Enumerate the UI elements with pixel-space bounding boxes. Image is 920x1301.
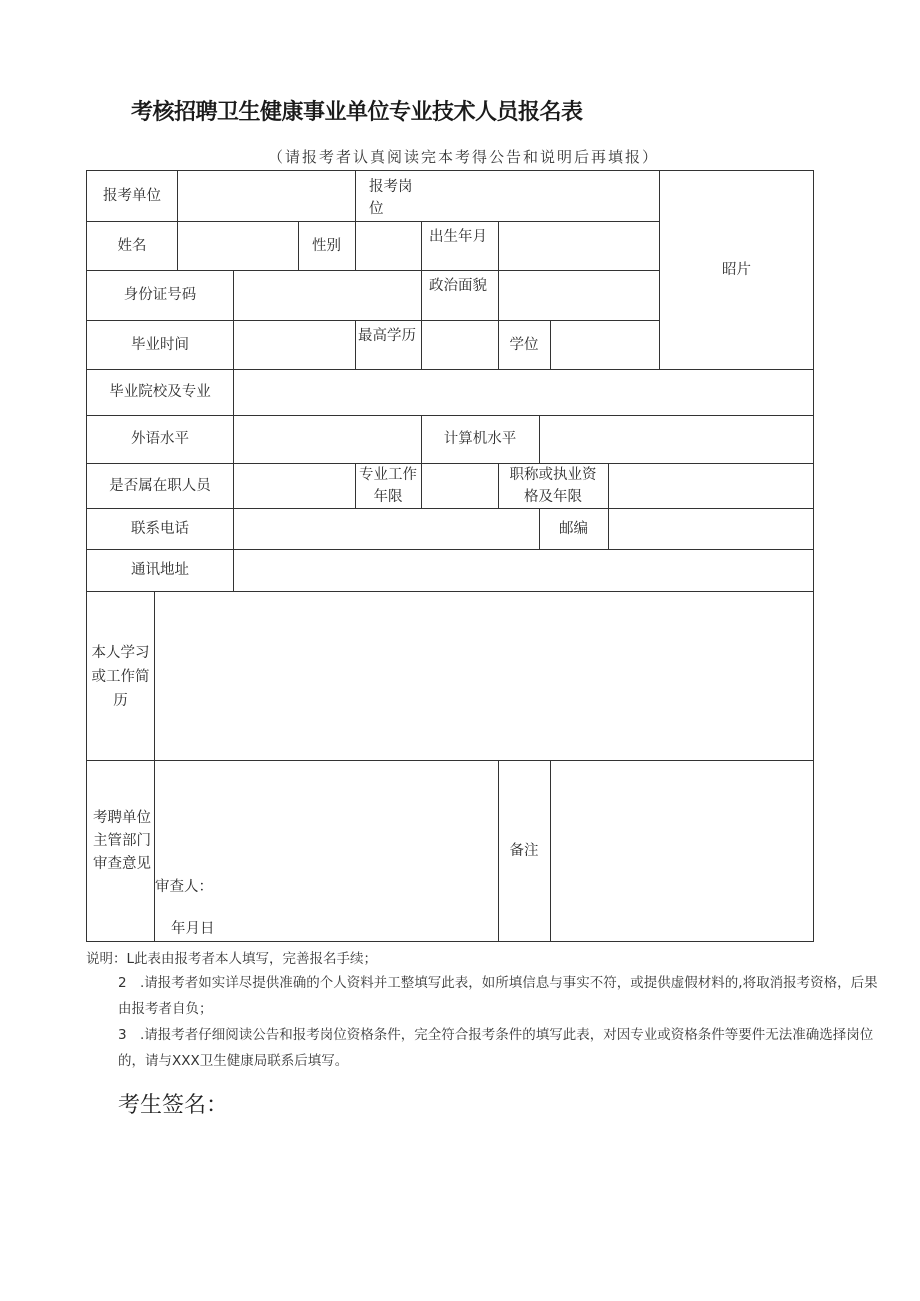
employed-label: 是否属在职人员 — [109, 477, 211, 494]
employed-input[interactable] — [234, 464, 354, 507]
note-text-2: .请报考者如实详尽提供准确的个人资料并工整填写此表，如所填信息与事实不符，或提供虚假材料的,将取消报考资格，后果由报考者自负； — [118, 975, 878, 1017]
language-label: 外语水平 — [131, 431, 189, 447]
name-input[interactable] — [178, 222, 297, 269]
form-title: 考核招聘卫生健康事业单位专业技术人员报名表 — [131, 100, 583, 125]
note-text-3: .请报考者仔细阅读公告和报考岗位资格条件，完全符合报考条件的填写此表，对因专业或资格条件等要件无法准确选择岗位的，请与XXX卫生健康局联系后填写。 — [118, 1027, 874, 1069]
school-label: 毕业院校及专业 — [109, 384, 211, 400]
note-item-1 — [86, 946, 377, 972]
reviewer-label: 审查人： — [155, 879, 213, 895]
note-number-3: 3 — [118, 1027, 127, 1043]
unit-label: 报考单位 — [103, 188, 161, 204]
post-input[interactable] — [422, 172, 658, 220]
phone-input[interactable] — [234, 509, 538, 548]
note-text-1: L此表由报考者本人填写，完善报名手续； — [126, 951, 378, 967]
work-years-label: 专业工作年限 — [359, 467, 417, 505]
address-input[interactable] — [234, 550, 812, 590]
birth-input[interactable] — [499, 222, 658, 269]
note-number-2: 2 — [118, 975, 127, 991]
school-input[interactable] — [234, 370, 812, 414]
gender-input[interactable] — [356, 222, 420, 269]
language-input[interactable] — [234, 416, 420, 462]
post-label: 报考岗位 — [369, 179, 413, 217]
note-item-3 — [118, 1022, 878, 1074]
gender-label: 性别 — [312, 237, 341, 254]
name-label: 姓名 — [117, 237, 147, 254]
remark-area[interactable] — [551, 761, 812, 941]
notes-prefix: 说明： — [86, 951, 127, 967]
note-item-2 — [118, 970, 878, 1022]
remark-label: 备注 — [509, 843, 539, 859]
unit-input[interactable] — [178, 172, 354, 220]
registration-form-table — [86, 170, 814, 942]
address-label: 通讯地址 — [131, 562, 189, 578]
zip-input[interactable] — [609, 509, 812, 548]
education-input[interactable] — [422, 321, 497, 368]
degree-label: 学位 — [509, 336, 539, 353]
grad-time-label: 毕业时间 — [131, 336, 189, 353]
title-qual-label: 职称或执业资格及年限 — [509, 467, 597, 505]
political-input[interactable] — [499, 271, 658, 319]
id-label: 身份证号码 — [123, 287, 197, 303]
grad-time-input[interactable] — [234, 321, 354, 368]
degree-input[interactable] — [551, 321, 658, 368]
title-qual-input[interactable] — [609, 464, 812, 507]
review-label: 考聘单位主管部门审查意见 — [93, 810, 151, 872]
photo-box[interactable]: 昭片 — [722, 262, 751, 278]
review-date-label: 年月日 — [171, 921, 215, 937]
resume-textarea[interactable] — [155, 592, 812, 759]
form-subtitle: （请报考者认真阅读完本考得公告和说明后再填报） — [268, 148, 660, 166]
computer-input[interactable] — [540, 416, 812, 462]
education-label: 最高学历 — [358, 328, 416, 344]
zip-label: 邮编 — [559, 520, 588, 537]
review-opinion-area[interactable] — [155, 761, 497, 941]
resume-label: 本人学习或工作简历 — [91, 645, 150, 709]
signature-label: 考生签名： — [118, 1093, 229, 1118]
political-label: 政治面貌 — [429, 278, 487, 294]
phone-label: 联系电话 — [131, 520, 189, 537]
id-input[interactable] — [234, 271, 420, 319]
computer-label: 计算机水平 — [443, 431, 517, 447]
birth-label: 出生年月 — [429, 229, 487, 245]
work-years-input[interactable] — [422, 464, 497, 507]
